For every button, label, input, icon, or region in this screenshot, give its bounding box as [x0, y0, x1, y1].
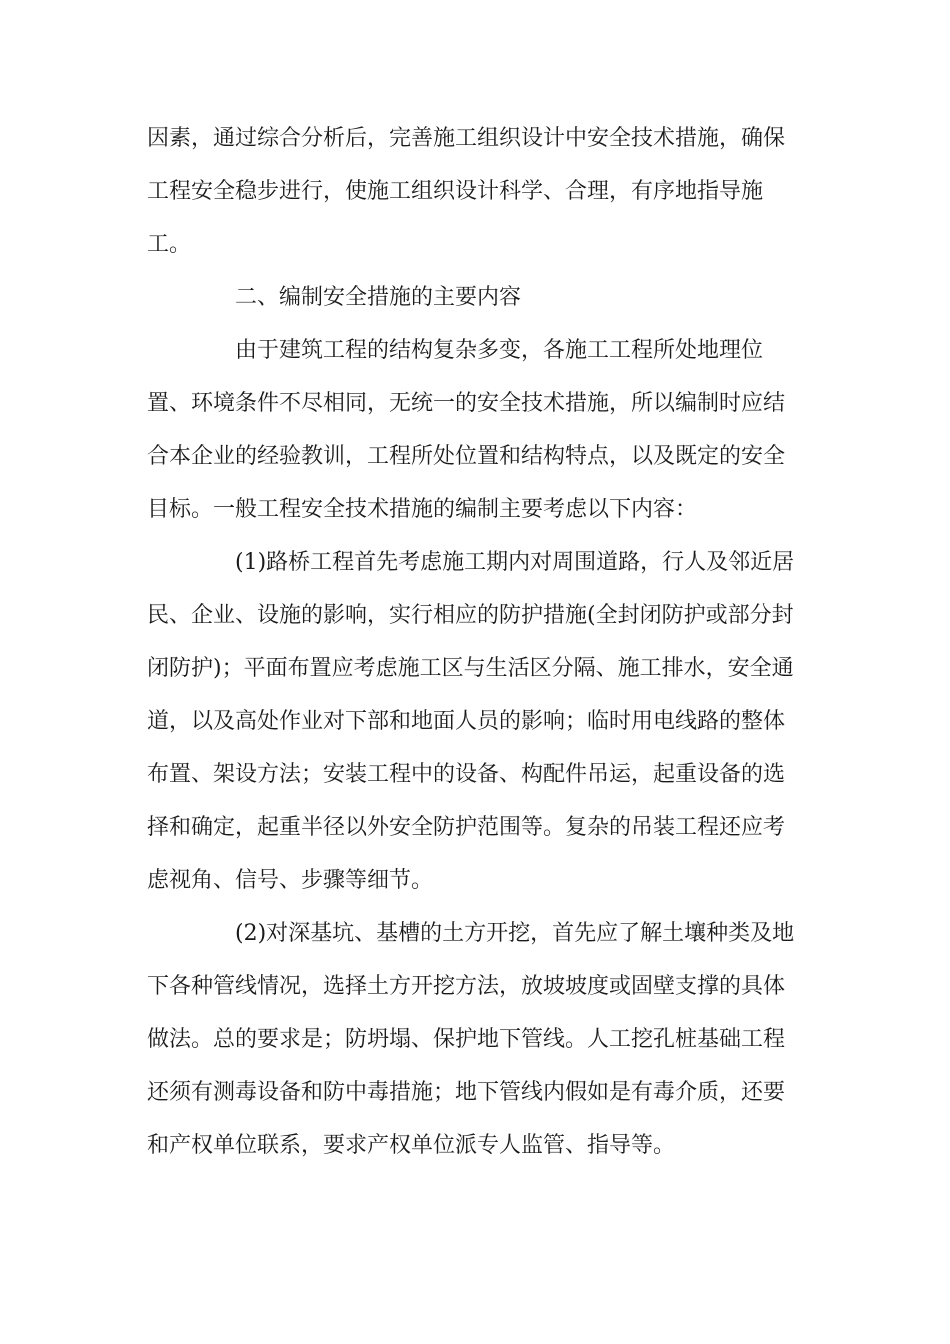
text-line: 置、环境条件不尽相同，无统一的安全技术措施，所以编制时应结 — [147, 391, 786, 416]
document-body — [147, 112, 807, 1172]
text-line: 道，以及高处作业对下部和地面人员的影响；临时用电线路的整体 — [147, 709, 786, 734]
text-line: 工。 — [147, 232, 192, 257]
text-line: 民、企业、设施的影响，实行相应的防护措施(全封闭防护或部分封 — [147, 603, 794, 628]
text-line: 虑视角、信号、步骤等细节。 — [147, 868, 434, 893]
text-line: (2)对深基坑、基槽的土方开挖，首先应了解土壤种类及地 — [235, 921, 795, 946]
text-line: 由于建筑工程的结构复杂多变，各施工工程所处地理位 — [235, 338, 764, 363]
text-line: (1)路桥工程首先考虑施工期内对周围道路，行人及邻近居 — [235, 550, 795, 575]
text-line: 闭防护)；平面布置应考虑施工区与生活区分隔、施工排水，安全通 — [147, 656, 794, 681]
text-line: 布置、架设方法；安装工程中的设备、构配件吊运，起重设备的选 — [147, 762, 786, 787]
heading-text: 二、编制安全措施的主要内容 — [235, 285, 522, 310]
text-line: 下各种管线情况，选择土方开挖方法，放坡坡度或固壁支撑的具体 — [147, 974, 786, 999]
text-line: 合本企业的经验教训，工程所处位置和结构特点，以及既定的安全 — [147, 444, 786, 469]
text-line: 因素，通过综合分析后，完善施工组织设计中安全技术措施，确保 — [147, 126, 786, 151]
paragraph — [147, 112, 807, 271]
text-line: 择和确定，起重半径以外安全防护范围等。复杂的吊装工程还应考 — [147, 815, 786, 840]
section-heading — [147, 271, 807, 324]
paragraph — [147, 324, 807, 536]
paragraph — [147, 536, 807, 907]
paragraph — [147, 907, 807, 1172]
text-line: 还须有测毒设备和防中毒措施；地下管线内假如是有毒介质，还要 — [147, 1080, 786, 1105]
text-line: 和产权单位联系，要求产权单位派专人监管、指导等。 — [147, 1133, 676, 1158]
text-line: 做法。总的要求是；防坍塌、保护地下管线。人工挖孔桩基础工程 — [147, 1027, 786, 1052]
text-line: 目标。一般工程安全技术措施的编制主要考虑以下内容： — [147, 497, 698, 522]
text-line: 工程安全稳步进行，使施工组织设计科学、合理，有序地指导施 — [147, 179, 764, 204]
